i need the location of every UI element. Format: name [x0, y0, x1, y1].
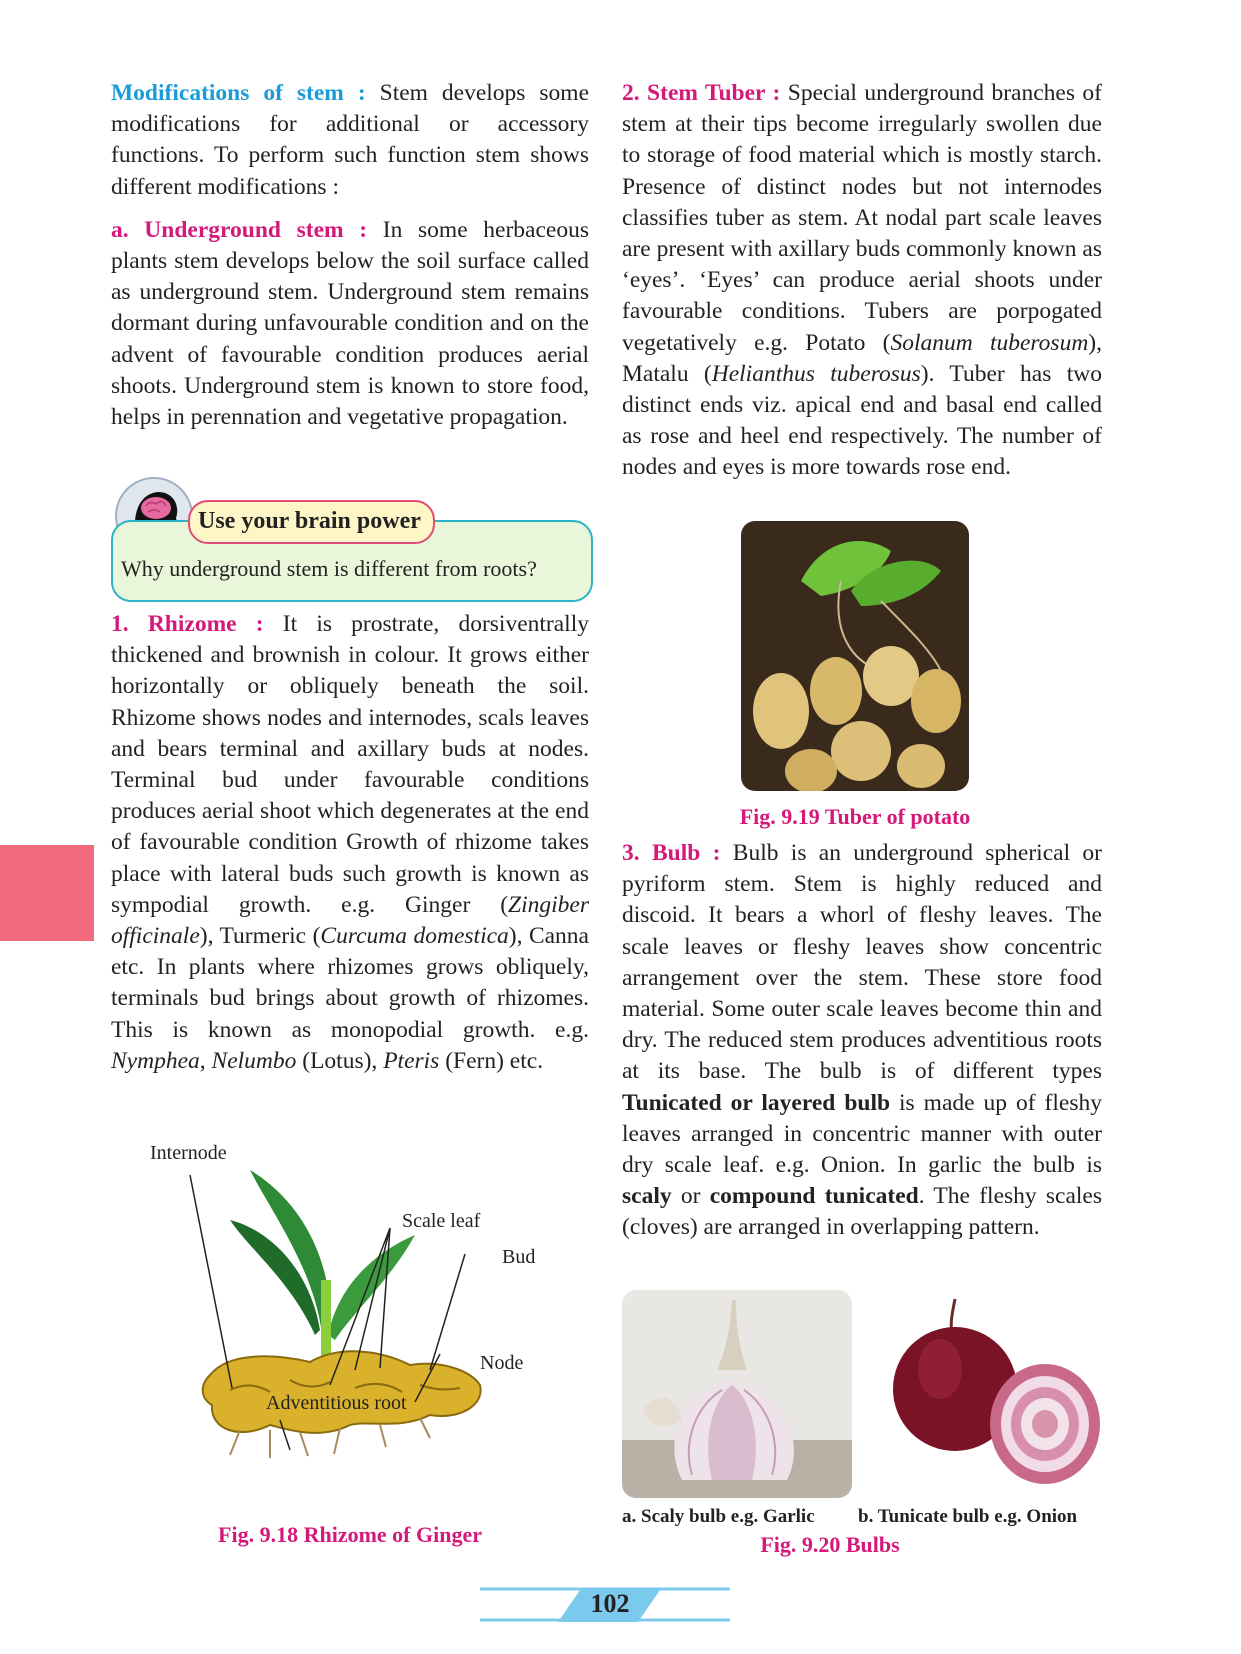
page-number: 102	[590, 1589, 630, 1618]
label-scale-leaf: Scale leaf	[402, 1210, 481, 1232]
potato-photo	[741, 521, 969, 791]
onion-photo	[880, 1284, 1105, 1502]
stem-tuber-paragraph: 2. Stem Tuber : Special underground branches of stem at their tips become irregularly swollen due to storage of food material which is mostly starch. Presence of distinct nodes but not internodes classifies tuber as stem. At nodal part scale leaves are present with axillary buds commonly known as ‘eyes’. ‘Eyes’ can produce aerial shoots under favourable conditions. Tubers are porpogated vegetatively e.g. Potato (Solanum tuberosum), Matalu (Helianthus tuberosus). Tuber has two distinct ends viz. apical end and basal end called as rose and heel end respectively. The number of nodes and eyes is more towards rose end.	[622, 80, 1102, 481]
bulbs-caption: Fig. 9.20 Bulbs	[760, 1532, 900, 1557]
stem-tuber-heading: 2. Stem Tuber :	[622, 80, 781, 106]
onion-caption: b. Tunicate bulb e.g. Onion	[858, 1506, 1078, 1527]
label-node: Node	[480, 1352, 524, 1374]
bulb-section	[622, 838, 1102, 1256]
label-adventitious-root: Adventitious root	[266, 1392, 407, 1414]
left-column	[111, 78, 589, 445]
rhizome-heading: 1. Rhizome :	[111, 611, 264, 637]
bulb-paragraph: 3. Bulb : Bulb is an underground spherical or pyriform stem. Stem is highly reduced and discoid. It bears a whorl of fleshy leaves. The scale leaves or fleshy leaves show concentric arrangement over the stem. These store food material. Some outer scale leaves become thin and dry. The reduced stem produces adventitious roots at its base. The bulb is of different types Tunicated or layered bulb is made up of fleshy leaves arranged in concentric manner with outer dry scale leaf. e.g. Onion. In garlic the bulb is scaly or compound tunicated. The fleshy scales (cloves) are arranged in overlapping pattern.	[622, 840, 1103, 1241]
bulb-heading: 3. Bulb :	[622, 840, 721, 866]
potato-illustration	[741, 521, 969, 791]
underground-stem-heading: a. Underground stem :	[111, 216, 368, 243]
garlic-illustration	[622, 1290, 852, 1498]
label-internode: Internode	[150, 1142, 227, 1164]
underground-stem-paragraph: a. Underground stem : In some herbaceous plants stem develops below the soil surface called as underground stem. Underground stem remains dormant during unfavourable condition and on the advent of favourable condition produces aerial shoots. Underground stem is known to store food, helps in perennation and vegetative propagation.	[111, 216, 589, 431]
rhizome-section	[111, 609, 589, 1089]
ginger-illustration	[140, 1130, 580, 1500]
rhizome-paragraph: 1. Rhizome : It is prostrate, dorsiventrally thickened and brownish in colour. It grows either horizontally or obliquely beneath the soil. Rhizome shows nodes and internodes, scals leaves and bears terminal and axillary buds at nodes. Terminal bud under favourable conditions produces aerial shoot which degenerates at the end of favourable condition Growth of rhizome takes place with lateral buds such growth is known as sympodial growth. e.g. Ginger (Zingiber officinale), Turmeric (Curcuma domestica), Canna etc. In plants where rhizomes grows obliquely, terminals bud brings about growth of rhizomes. This is known as monopodial growth. e.g. Nymphea, Nelumbo (Lotus), Pteris (Fern) etc.	[111, 611, 589, 1074]
onion-illustration	[880, 1284, 1105, 1502]
brain-power-box	[111, 508, 593, 602]
modifications-paragraph: Modifications of stem : Stem develops some modifications for additional or accessory functions. To perform such function stem shows different modifications :	[111, 80, 589, 200]
chapter-side-tab	[0, 845, 94, 941]
brain-power-label: Use your brain power	[188, 500, 435, 544]
potato-caption: Fig. 9.19 Tuber of potato	[739, 804, 971, 829]
ginger-rhizome-figure	[140, 1130, 580, 1500]
ginger-caption: Fig. 9.18 Rhizome of Ginger	[218, 1522, 482, 1547]
brain-power-question: Why underground stem is different from roots?	[121, 556, 537, 581]
modifications-heading: Modifications of stem :	[111, 80, 366, 106]
garlic-photo	[622, 1290, 852, 1498]
right-column	[622, 78, 1102, 496]
page-number-badge	[480, 1586, 730, 1626]
label-bud: Bud	[502, 1246, 536, 1268]
garlic-caption: a. Scaly bulb e.g. Garlic	[622, 1506, 815, 1527]
